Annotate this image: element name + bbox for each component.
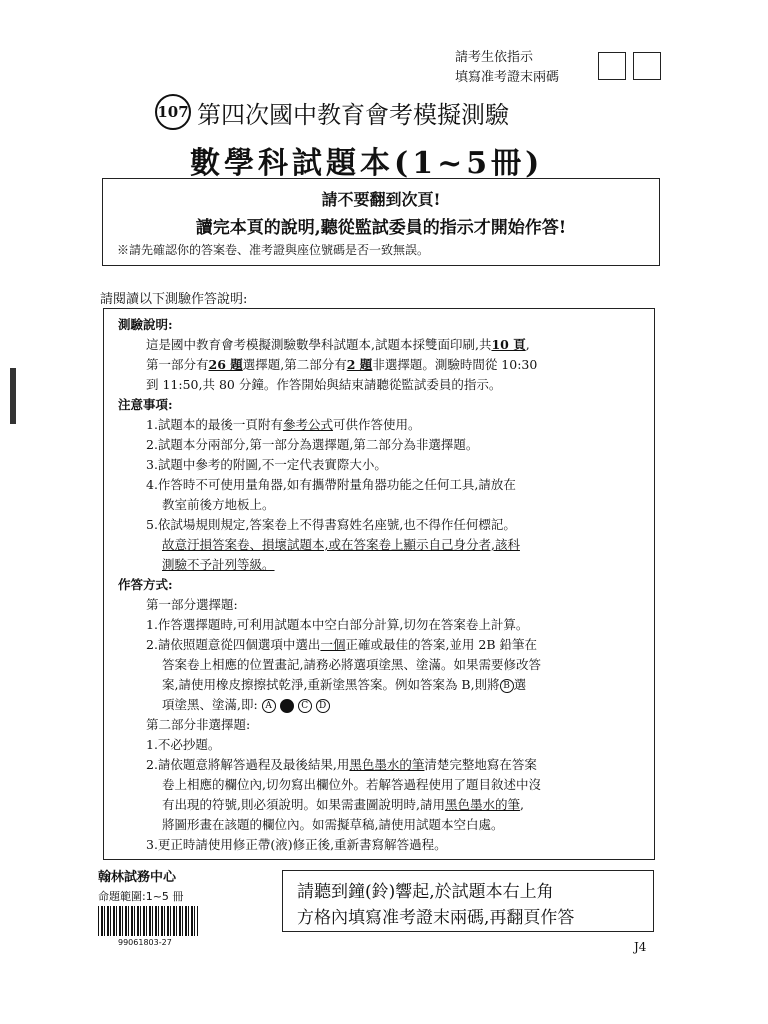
bell-line2: 方格內填寫准考證末兩碼,再翻頁作答 bbox=[297, 908, 575, 928]
publisher-logo: 翰林試務中心 bbox=[98, 870, 177, 885]
hint-line1: 請考生依指示 bbox=[455, 50, 534, 65]
part1-heading: 第一部分選擇題: bbox=[146, 597, 238, 612]
bell-instruction-box bbox=[282, 870, 654, 932]
part1-item1: 1.作答選擇題時,可利用試題本中空白部分計算,切勿在答案卷上計算。 bbox=[146, 617, 529, 632]
note-5a: 5.依試場規則規定,答案卷上不得書寫姓名座號,也不得作任何標記。 bbox=[146, 517, 516, 532]
part2-item2d: 有出現的符號,則必須說明。如果需畫圖說明時,請用黑色墨水的筆, bbox=[162, 797, 524, 812]
notice-line2: 讀完本頁的說明,聽從監試委員的指示才開始作答! bbox=[195, 218, 567, 238]
section-notes-heading: 注意事項: bbox=[118, 397, 173, 412]
page-code: J4 bbox=[634, 940, 647, 954]
instructions-box bbox=[103, 308, 655, 860]
part2-heading: 第二部分非選擇題: bbox=[146, 717, 251, 732]
hint-line2: 填寫准考證末兩碼 bbox=[455, 70, 560, 85]
test-info-line3: 到 11:50,共 80 分鐘。作答開始與結束請聽從監試委員的指示。 bbox=[146, 377, 502, 392]
bubble-d-icon: D bbox=[316, 699, 330, 713]
subject-title: 數學科試題本(1~5冊) bbox=[190, 146, 544, 181]
note-3: 3.試題中參考的附圖,不一定代表實際大小。 bbox=[146, 457, 387, 472]
part2-item3: 3.更正時請使用修正帶(液)修正後,重新書寫解答過程。 bbox=[146, 837, 447, 852]
scan-mark bbox=[10, 368, 16, 424]
barcode-icon bbox=[98, 906, 198, 936]
note-2: 2.試題本分兩部分,第一部分為選擇題,第二部分為非選擇題。 bbox=[146, 437, 479, 452]
bubble-filled-icon bbox=[280, 699, 294, 713]
note-4a: 4.作答時不可使用量角器,如有攜帶附量角器功能之任何工具,請放在 bbox=[146, 477, 516, 492]
section-test-info-heading: 測驗說明: bbox=[118, 317, 173, 332]
bell-line1: 請聽到鐘(鈴)響起,於試題本右上角 bbox=[297, 882, 554, 902]
part1-item2a: 2.請依照題意從四個選項中選出一個正確或最佳的答案,並用 2B 鉛筆在 bbox=[146, 637, 538, 652]
part2-item2f: 將圖形畫在該題的欄位內。如需擬草稿,請使用試題本空白處。 bbox=[162, 817, 504, 832]
test-info-line1: 這是國中教育會考模擬測驗數學科試題本,試題本採雙面印刷,共10 頁, bbox=[146, 337, 530, 352]
notice-box bbox=[102, 178, 660, 266]
exam-title bbox=[155, 94, 509, 130]
header-hint bbox=[455, 48, 559, 88]
part2-item2a: 2.請依題意將解答過程及最後結果,用黑色墨水的筆清楚完整地寫在答案 bbox=[146, 757, 537, 772]
exam-title-text: 第四次國中教育會考模擬測驗 bbox=[197, 100, 509, 129]
note-5b: 故意汙損答案卷、損壞試題本,或在答案卷上顯示自己身分者,該科 bbox=[162, 537, 520, 552]
part1-item2d: 案,請使用橡皮擦擦拭乾淨,重新塗黑答案。例如答案為 B,則將 B 選 bbox=[162, 677, 527, 692]
notice-line3: ※請先確認你的答案卷、准考證與座位號碼是否一致無誤。 bbox=[117, 243, 430, 257]
note-4b: 教室前後方地板上。 bbox=[162, 497, 275, 512]
part1-item2c: 答案卷上相應的位置畫記,請務必將選項塗黑、塗滿。如果需要修改答 bbox=[162, 657, 541, 672]
part2-item2c: 卷上相應的欄位內,切勿寫出欄位外。若解答過程使用了題目敘述中沒 bbox=[162, 777, 541, 792]
barcode-number: 99061803-27 bbox=[118, 938, 172, 947]
notice-line1: 請不要翻到次頁! bbox=[321, 190, 441, 209]
scope-label: 命題範圍:1~5 冊 bbox=[98, 890, 184, 903]
part2-item1: 1.不必抄題。 bbox=[146, 737, 221, 752]
id-digit-box-1[interactable] bbox=[598, 52, 626, 80]
bubble-c-icon: C bbox=[298, 699, 312, 713]
id-digit-box-2[interactable] bbox=[633, 52, 661, 80]
instructions-intro: 請閱讀以下測驗作答說明: bbox=[100, 292, 248, 307]
section-answering-heading: 作答方式: bbox=[118, 577, 173, 592]
part1-item2f: 項塗黑、塗滿,即: A C D bbox=[162, 695, 330, 713]
note-1: 1.試題本的最後一頁附有參考公式可供作答使用。 bbox=[146, 417, 421, 432]
test-info-line2: 第一部分有26 題選擇題,第二部分有2 題非選擇題。測驗時間從 10:30 bbox=[146, 357, 538, 372]
exam-number-badge: 107 bbox=[155, 94, 191, 130]
note-5c: 測驗不予計列等級。 bbox=[162, 557, 275, 572]
bubble-b-icon: B bbox=[500, 679, 514, 693]
bubble-a-icon: A bbox=[262, 699, 276, 713]
